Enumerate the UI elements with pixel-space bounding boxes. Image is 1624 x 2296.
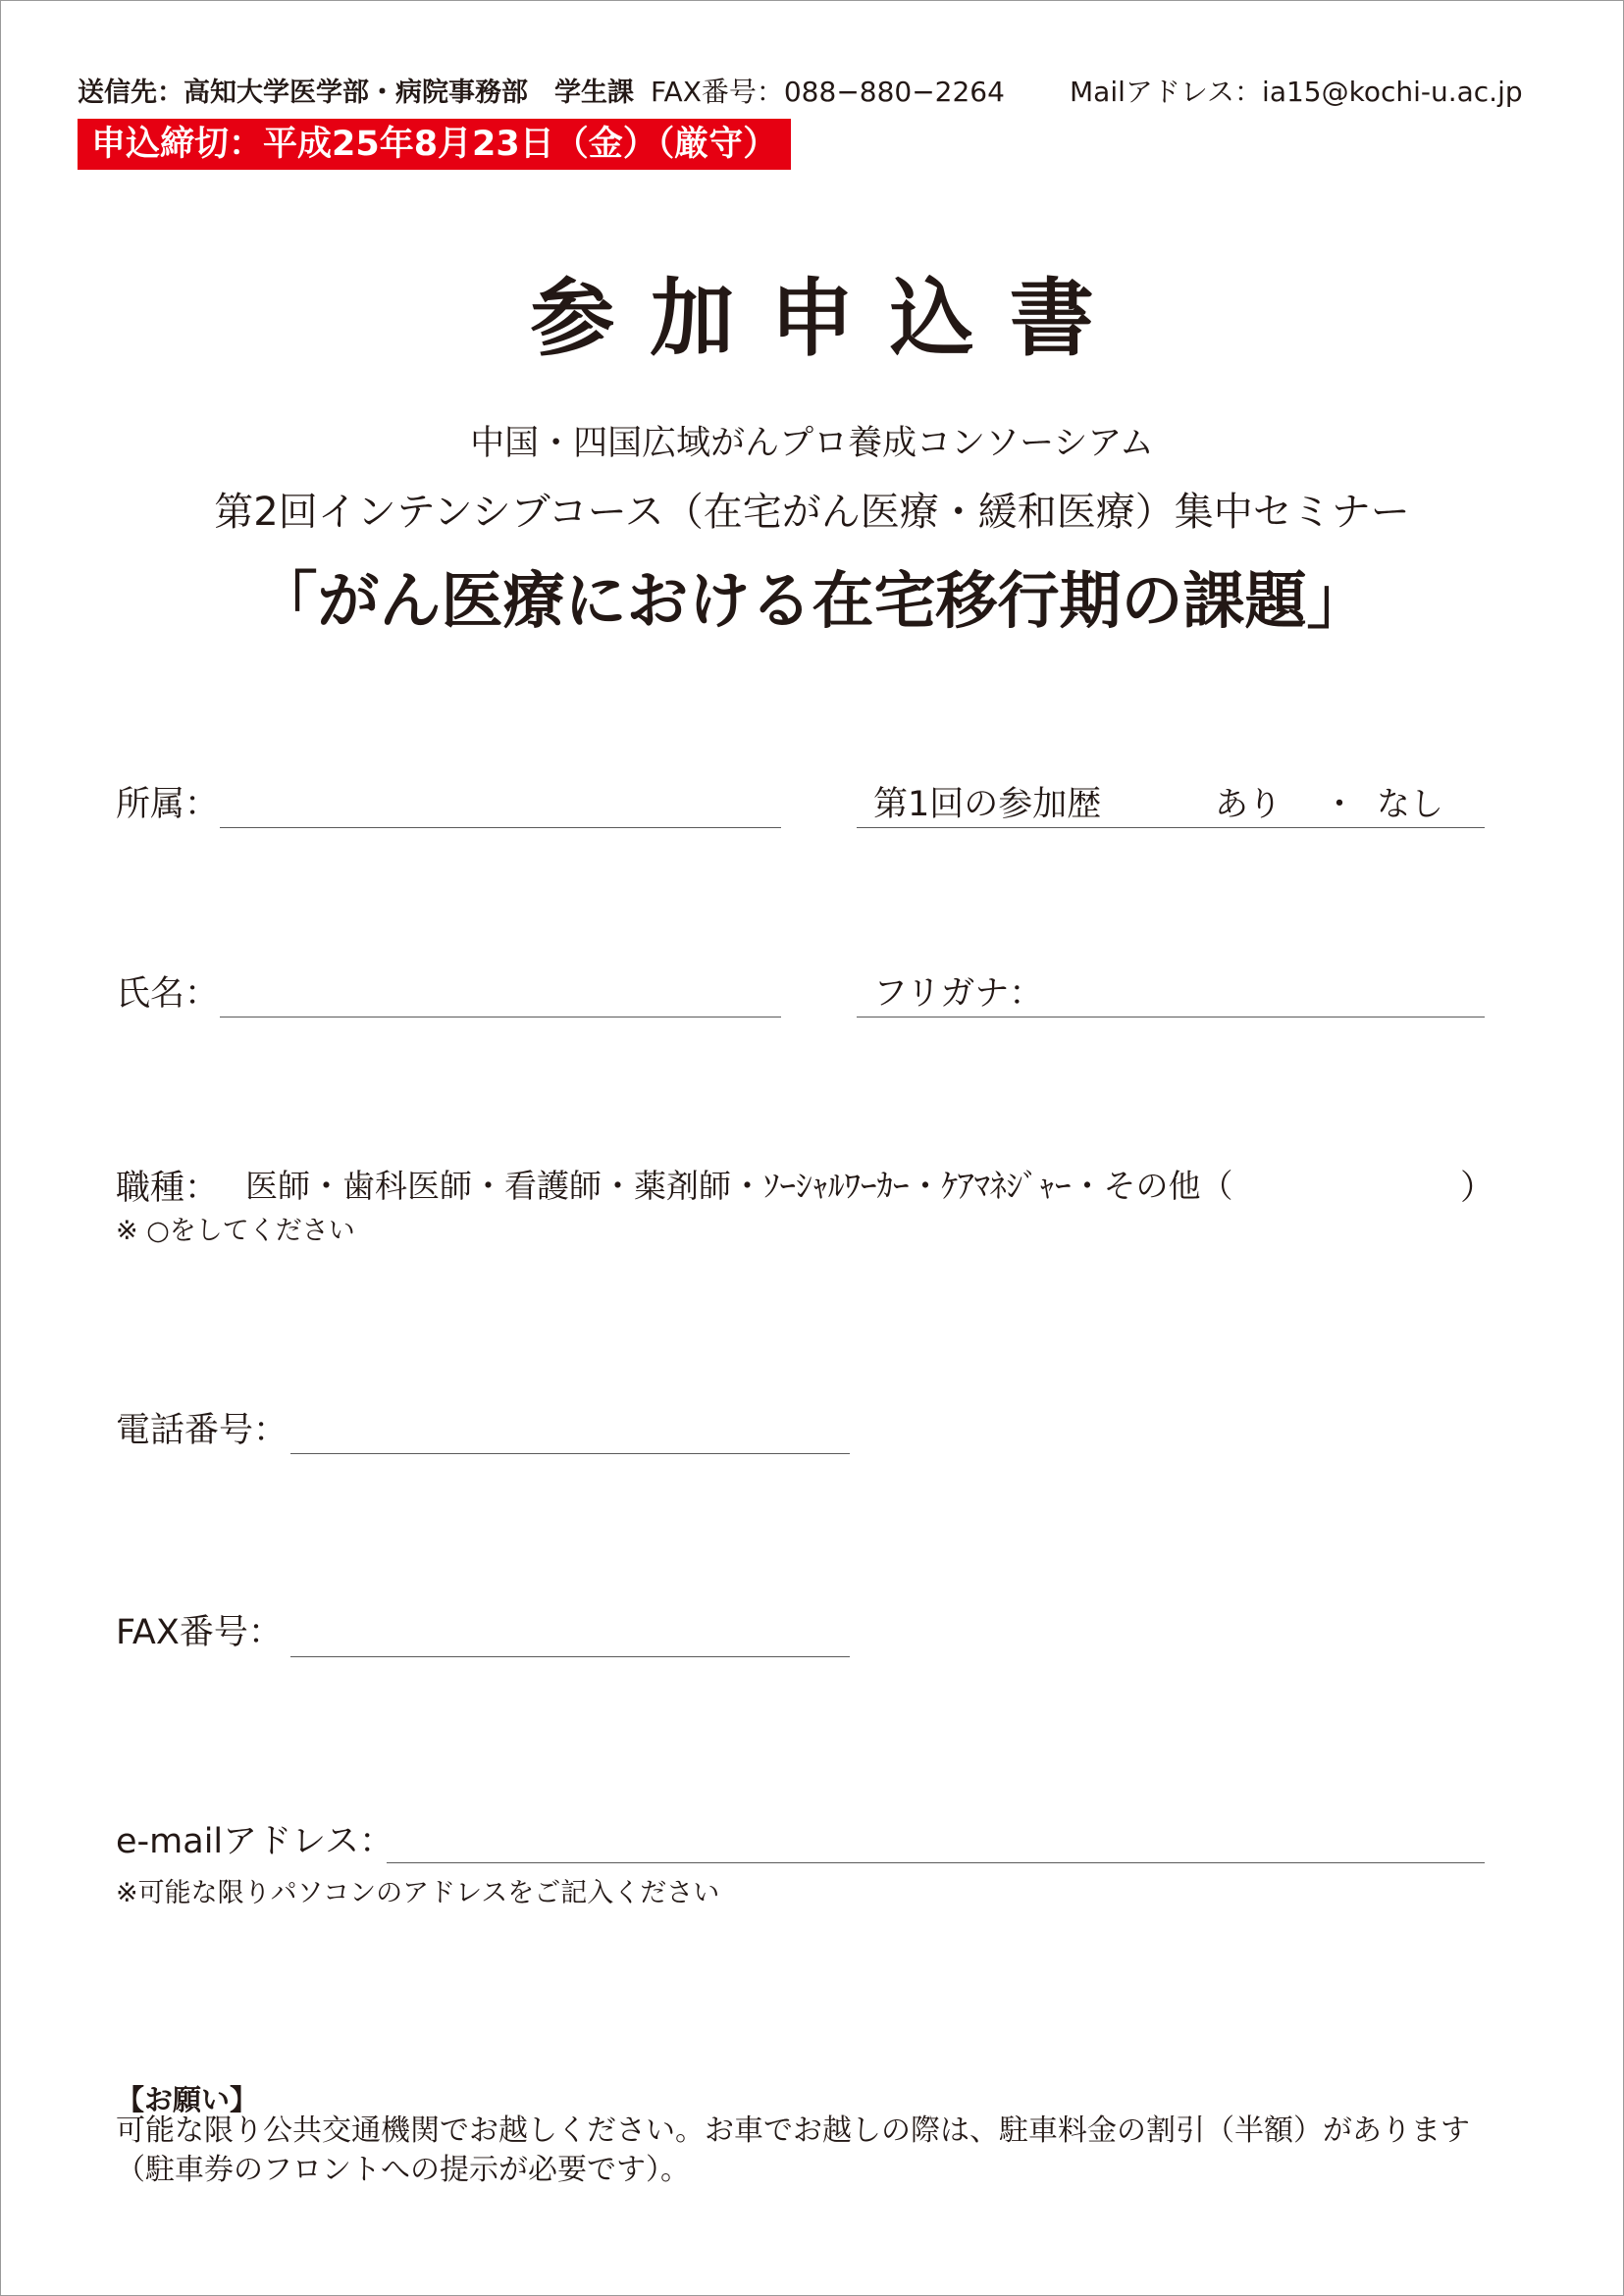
occupation-label: 職種： — [116, 1169, 220, 1208]
fax-field[interactable] — [290, 1656, 850, 1657]
phone-label: 電話番号： — [116, 1411, 288, 1450]
destination-text: 送信先：高知大学医学部・病院事務部 学生課 — [78, 78, 634, 108]
occupation-options[interactable]: 医師・歯科医師・看護師・薬剤師・ｿｰｼｬﾙﾜｰｶｰ・ｹｱﾏﾈｼﾞｬｰ・その他（ — [245, 1167, 1233, 1205]
seminar-title: 「がん医療における在宅移行期の課題」 — [255, 565, 1369, 637]
occupation-note: ※ ○をしてください — [116, 1216, 355, 1246]
mail-address-text: Mailアドレス：ia15@kochi-u.ac.jp — [1070, 76, 1523, 108]
history-separator: ・ — [1323, 785, 1356, 824]
furigana-label: フリガナ： — [873, 974, 1044, 1014]
history-underline — [857, 827, 1485, 828]
request-title: 【お願い】 — [116, 2083, 259, 2116]
organization-name: 中国・四国広域がんプロ養成コンソーシアム — [470, 424, 1154, 463]
name-field[interactable] — [220, 1017, 781, 1018]
course-name: 第2回インテンシブコース（在宅がん医療・緩和医療）集中セミナー — [214, 490, 1410, 535]
phone-field[interactable] — [290, 1453, 850, 1454]
fax-label: FAX番号： — [116, 1613, 283, 1652]
history-option-no[interactable]: なし — [1377, 785, 1443, 824]
deadline-banner: 申込締切：平成25年8月23日（金）（厳守） — [78, 119, 791, 170]
email-field[interactable] — [387, 1862, 1485, 1863]
affiliation-label: 所属： — [116, 785, 220, 824]
request-text: 可能な限り公共交通機関でお越しください。お車でお越しの際は、駐車料金の割引（半額）があります（駐車券のフロントへの提示が必要です）。 — [116, 2113, 1470, 2187]
email-label: e-mailアドレス： — [116, 1822, 394, 1861]
history-label: 第1回の参加歴 — [873, 785, 1102, 824]
affiliation-field[interactable] — [220, 827, 781, 828]
email-note: ※可能な限りパソコンのアドレスをご記入ください — [116, 1878, 720, 1908]
name-label: 氏名： — [116, 974, 220, 1014]
furigana-field[interactable] — [857, 1017, 1485, 1018]
history-option-yes[interactable]: あり — [1215, 785, 1282, 824]
fax-number-text: FAX番号：088−880−2264 — [651, 76, 1005, 108]
page-title: 参加申込書 — [530, 270, 1129, 368]
occupation-close-paren: ） — [1460, 1169, 1495, 1208]
